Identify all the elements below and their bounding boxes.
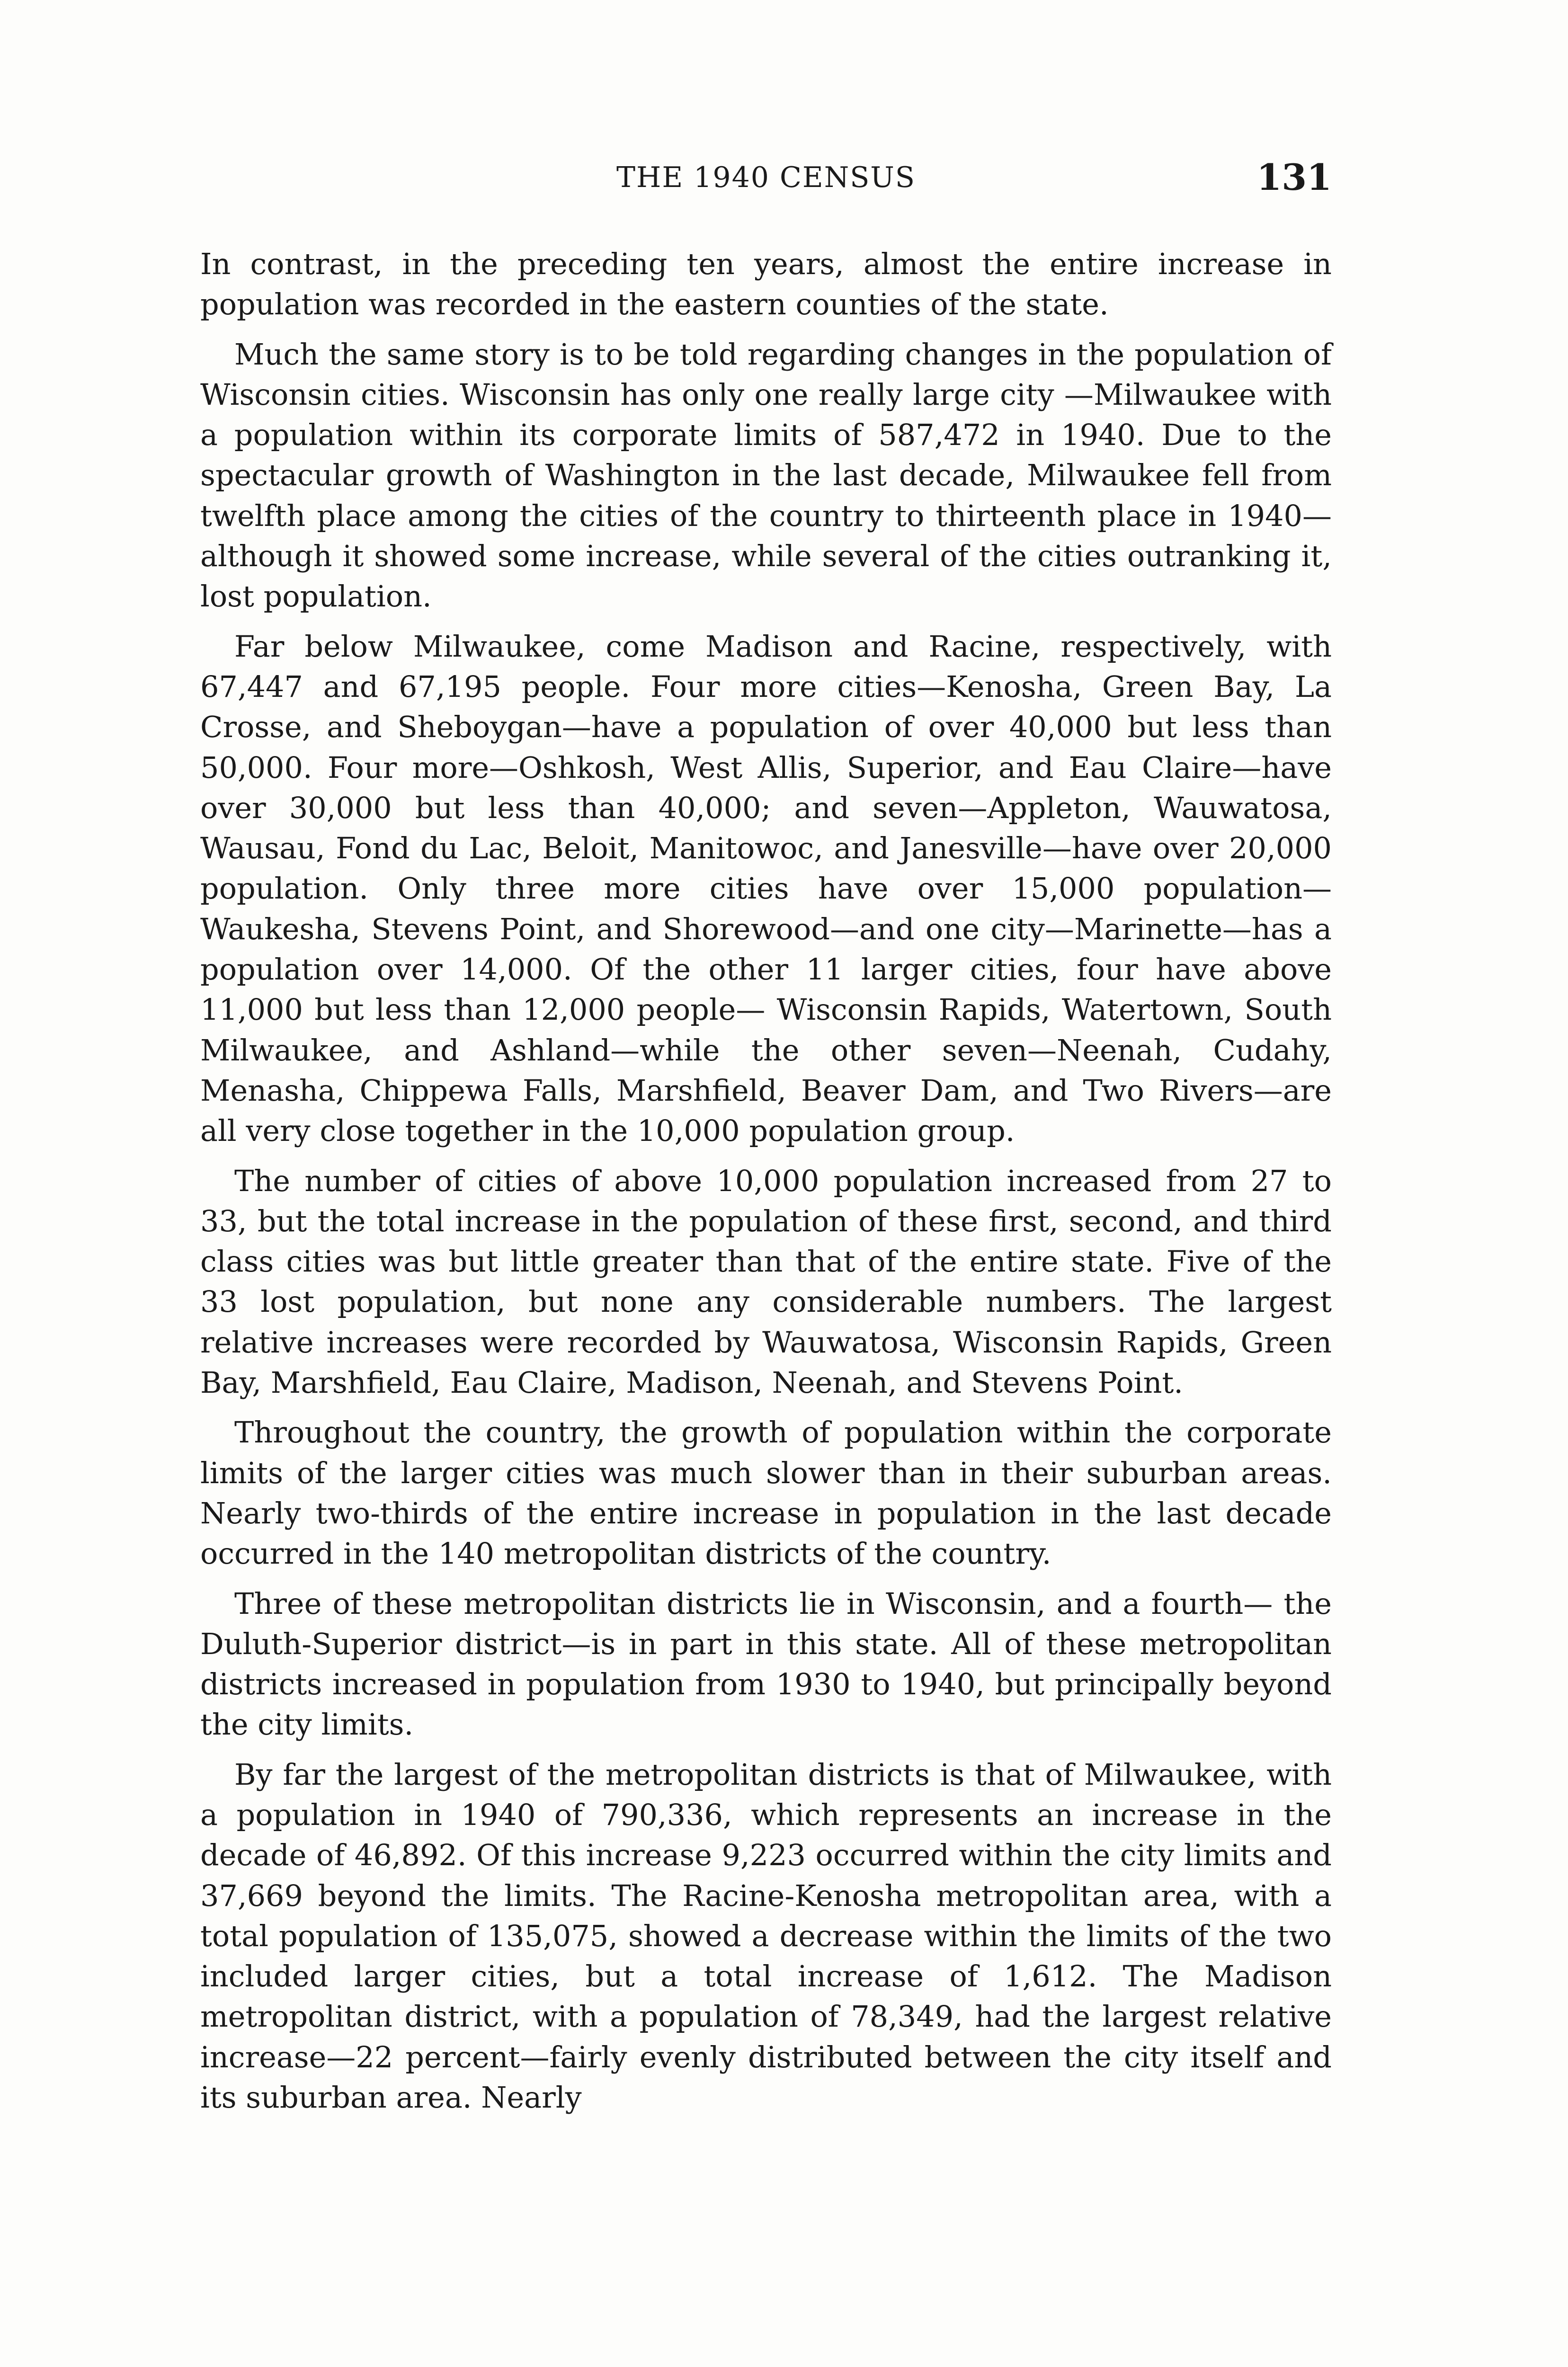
- paragraph-6: Three of these metropolitan districts lie in Wisconsin, and a fourth— the Duluth-Superior district—is in part in this state. All of these metropolitan districts increased in population from 1930 to 1940, but principally beyond the city limits.: [200, 1586, 1332, 1742]
- paragraph-2: Much the same story is to be told regarding changes in the population of Wisconsin cities. Wisconsin has only one really large city —Milwaukee with a population within its corporate limits of 587,472 in 1940. Due to the spectacular growth of Washington in the last decade, Milwaukee fell from twelfth place among the cities of the country to thirteenth place in 1940—although it showed some increase, while several of the cities outranking it, lost population.: [200, 337, 1332, 614]
- paragraph-4: The number of cities of above 10,000 population increased from 27 to 33, but the total increase in the population of these first, second, and third class cities was but little greater than that of the entire state. Five of the 33 lost population, but none any considerable numbers. The largest relative increases were recorded by Wauwatosa, Wisconsin Rapids, Green Bay, Marshfield, Eau Claire, Madison, Neenah, and Stevens Point.: [200, 1163, 1332, 1400]
- paragraph-3: Far below Milwaukee, come Madison and Racine, respectively, with 67,447 and 67,195 people. Four more cities—Kenosha, Green Bay, La Crosse, and Sheboygan—have a population of over 40,000 but less than 50,000. Four more—Oshkosh, West Allis, Superior, and Eau Claire—have over 30,000 but less than 40,000; and seven—Appleton, Wauwatosa, Wausau, Fond du Lac, Beloit, Manitowoc, and Janesville—have over 20,000 population. Only three more cities have over 15,000 population—Waukesha, Stevens Point, and Shorewood—and one city—Marinette—has a population over 14,000. Of the other 11 larger cities, four have above 11,000 but less than 12,000 people— Wisconsin Rapids, Watertown, South Milwaukee, and Ashland—while the other seven—Neenah, Cudahy, Menasha, Chippewa Falls, Marshfield, Beaver Dam, and Two Rivers—are all very close together in the 10,000 population group.: [200, 629, 1332, 1148]
- paragraph-5: Throughout the country, the growth of population within the corporate limits of the larger cities was much slower than in their suburban areas. Nearly two-thirds of the entire increase in population in the last decade occurred in the 140 metropolitan districts of the country.: [200, 1415, 1332, 1571]
- running-header: [200, 156, 1332, 199]
- paragraph-1: In contrast, in the preceding ten years, almost the entire increase in population was recorded in the eastern counties of the state.: [200, 247, 1332, 322]
- body-text: [200, 244, 1332, 2127]
- running-title: THE 1940 CENSUS: [616, 161, 916, 194]
- page-number: 131: [1256, 156, 1332, 198]
- paragraph-7: By far the largest of the metropolitan districts is that of Milwaukee, with a population in 1940 of 790,336, which represents an increase in the decade of 46,892. Of this increase 9,223 occurred within the city limits and 37,669 beyond the limits. The Racine-Kenosha metropolitan area, with a total population of 135,075, showed a decrease within the limits of the two included larger cities, but a total increase of 1,612. The Madison metropolitan district, with a population of 78,349, had the largest relative increase—22 percent—fairly evenly distributed between the city itself and its suburban area. Nearly: [200, 1757, 1332, 2115]
